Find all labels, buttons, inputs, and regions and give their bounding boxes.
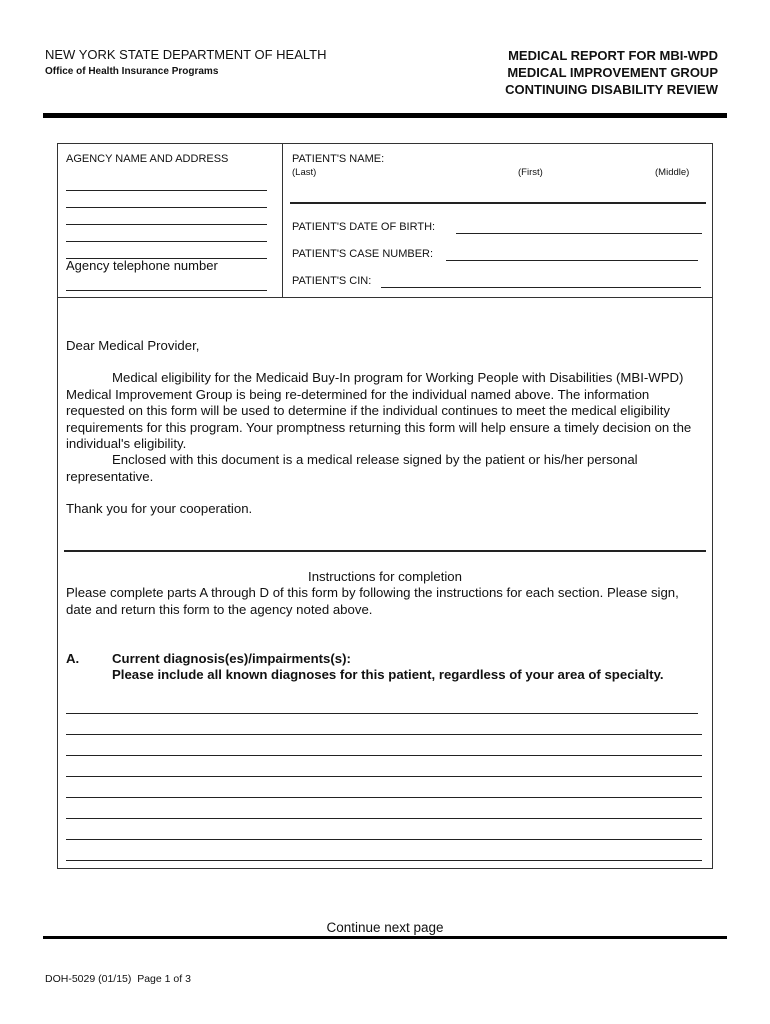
form-title (505, 47, 718, 98)
footer-rule (43, 936, 727, 939)
patient-cin-field[interactable] (381, 287, 701, 288)
patient-case-label: PATIENT'S CASE NUMBER: (292, 248, 434, 260)
letter-paragraph-2: Enclosed with this document is a medical release signed by the patient or his/her personal representative. (66, 452, 638, 484)
patient-name-field[interactable] (290, 202, 706, 204)
agency-line-4[interactable] (66, 241, 267, 242)
agency-telephone-label: Agency telephone number (66, 258, 218, 273)
section-a-subtitle: Please include all known diagnoses for this patient, regardless of your area of specialty. (112, 667, 664, 682)
department-name: NEW YORK STATE DEPARTMENT OF HEALTH (45, 47, 327, 62)
form-title-line-1: MEDICAL REPORT FOR MBI-WPD (508, 48, 718, 63)
diagnosis-line-3[interactable] (66, 755, 702, 756)
diagnosis-line-7[interactable] (66, 839, 702, 840)
thanks-text: Thank you for your cooperation. (66, 501, 253, 516)
agency-telephone-field[interactable] (66, 290, 267, 291)
office-name: Office of Health Insurance Programs (45, 66, 219, 77)
diagnosis-line-2[interactable] (66, 734, 702, 735)
agency-line-3[interactable] (66, 224, 267, 225)
patient-cin-label: PATIENT'S CIN: (292, 275, 372, 287)
form-title-line-2: MEDICAL IMPROVEMENT GROUP (507, 65, 718, 80)
header-rule (43, 113, 727, 118)
patient-name-first-label: (First) (518, 167, 543, 178)
patient-case-field[interactable] (446, 260, 698, 261)
patient-name-middle-label: (Middle) (655, 167, 690, 178)
diagnosis-line-8[interactable] (66, 860, 702, 861)
patient-name-last-label: (Last) (292, 167, 317, 178)
instructions-heading: Instructions for completion (308, 569, 462, 584)
letter-divider (64, 550, 706, 552)
salutation: Dear Medical Provider, (66, 338, 200, 353)
agency-line-1[interactable] (66, 190, 267, 191)
instructions-text: Please complete parts A through D of this form by following the instructions for each section. Please sign, date and return this form to the agency noted above. (66, 585, 679, 617)
section-divider (57, 297, 713, 298)
patient-name-label: PATIENT'S NAME: (292, 153, 385, 165)
diagnosis-line-4[interactable] (66, 776, 702, 777)
agency-label: AGENCY NAME AND ADDRESS (66, 153, 229, 165)
patient-dob-field[interactable] (456, 233, 702, 234)
column-divider (282, 143, 283, 297)
form-title-line-3: CONTINUING DISABILITY REVIEW (505, 82, 718, 97)
patient-dob-label: PATIENT'S DATE OF BIRTH: (292, 221, 436, 233)
diagnosis-line-6[interactable] (66, 818, 702, 819)
agency-line-2[interactable] (66, 207, 267, 208)
continue-next-page: Continue next page (326, 920, 444, 935)
section-a-letter: A. (66, 651, 80, 666)
letter-paragraph-1: Medical eligibility for the Medicaid Buy-In program for Working People with Disabilities (MBI-WPD) Medical Improvement Group is being re-determined for the individual named above. The information requested on this form will be used to determine if the individual continues to meet the medical eligibility requirements for this program. Your promptness returning this form will help ensure a timely decision on the individual's eligibility. (66, 370, 692, 451)
form-id: DOH-5029 (01/15) Page 1 of 3 (45, 973, 191, 985)
section-a-title: Current diagnosis(es)/impairments(s): (112, 651, 351, 666)
diagnosis-line-1[interactable] (66, 713, 698, 714)
diagnosis-line-5[interactable] (66, 797, 702, 798)
